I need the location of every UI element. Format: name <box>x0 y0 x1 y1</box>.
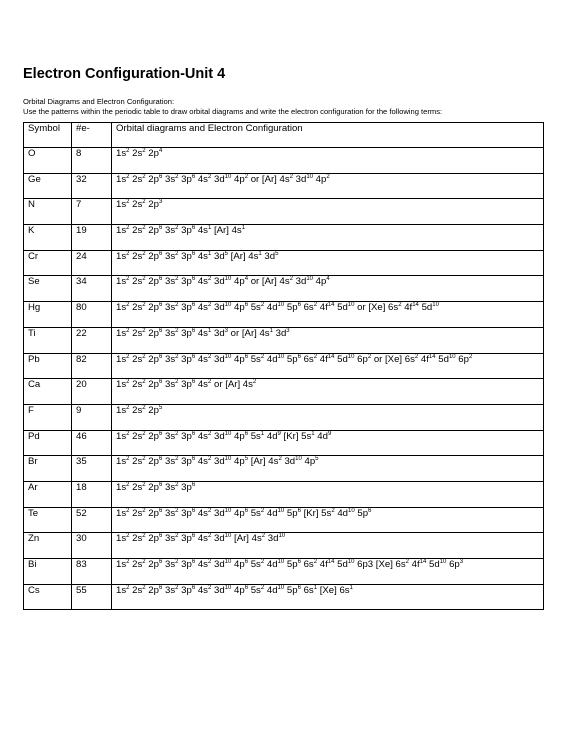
table-row <box>24 584 544 610</box>
electron-configuration: $1s^2$ $2s^2$ $2p^6$ $3s^2$ $3p^6$ $4s^2$ $3d^{10}$ $4p^6$ $5s^2$ $4d^{10}$ $5p^6$ $6s^2$ $4f^{14}$ $5d^{10}$ $6p^2$ or [Xe] $6s^2$ $4f^{14}$ $5d^{10}$ $6p^2$ <box>112 353 544 379</box>
element-symbol: Cr <box>24 250 72 276</box>
header-configuration: Orbital diagrams and Electron Configuration <box>112 123 544 148</box>
element-symbol: Hg <box>24 302 72 328</box>
element-symbol: O <box>24 148 72 174</box>
electron-configuration: $1s^2$ $2s^2$ $2p^6$ $3s^2$ $3p^6$ $4s^2$ $3d^{10}$ $4p^6$ $5s^2$ $4d^{10}$ $5p^6$ $6s^2$ $4f^{14}$ $5d^{10}$ 6p3 [Xe] $6s^2$ $4f^{14}$ $5d^{10}$ $6p^3$ <box>112 559 544 585</box>
element-symbol: Pd <box>24 430 72 456</box>
document-title: Electron Configuration-Unit 4 <box>23 66 226 82</box>
subtitle: Orbital Diagrams and Electron Configuration: <box>23 97 175 106</box>
element-symbol: Pb <box>24 353 72 379</box>
electron-count: 52 <box>72 507 112 533</box>
header-symbol: Symbol <box>24 123 72 148</box>
electron-count: 24 <box>72 250 112 276</box>
electron-count: 30 <box>72 533 112 559</box>
element-symbol: Bi <box>24 559 72 585</box>
electron-configuration: $1s^2$ $2s^2$ $2p^6$ $3s^2$ $3p^6$ $4s^2$ $3d^{10}$ $4p^5$ [Ar] $4s^2$ $3d^{10}$ $4p^5$ <box>112 456 544 482</box>
element-symbol: Br <box>24 456 72 482</box>
electron-count: 32 <box>72 173 112 199</box>
electron-configuration: $1s^2$ $2s^2$ $2p^6$ $3s^2$ $3p^6$ $4s^1$ $3d^3$ or [Ar] $4s^1$ $3d^3$ <box>112 327 544 353</box>
electron-configuration: $1s^2$ $2s^2$ $2p^3$ <box>112 199 544 225</box>
table-row <box>24 559 544 585</box>
electron-count: 19 <box>72 225 112 251</box>
electron-count: 8 <box>72 148 112 174</box>
element-symbol: Se <box>24 276 72 302</box>
element-symbol: Cs <box>24 584 72 610</box>
element-symbol: K <box>24 225 72 251</box>
electron-configuration: $1s^2$ $2s^2$ $2p^6$ $3s^2$ $3p^6$ $4s^2$ $3d^{10}$ $4p^6$ $5s^1$ $4d^9$ [Kr] $5s^1$ $4d^9$ <box>112 430 544 456</box>
element-symbol: Ge <box>24 173 72 199</box>
table-row <box>24 225 544 251</box>
electron-configuration: $1s^2$ $2s^2$ $2p^6$ $3s^2$ $3p^6$ $4s^2$ or [Ar] $4s^2$ <box>112 379 544 405</box>
element-symbol: Zn <box>24 533 72 559</box>
electron-configuration: $1s^2$ $2s^2$ $2p^5$ <box>112 404 544 430</box>
element-symbol: Te <box>24 507 72 533</box>
electron-count: 9 <box>72 404 112 430</box>
electron-configuration: $1s^2$ $2s^2$ $2p^6$ $3s^2$ $3p^6$ $4s^2$ $3d^{10}$ $4p^4$ or [Ar] $4s^2$ $3d^{10}$ $4p^4$ <box>112 276 544 302</box>
table-row <box>24 353 544 379</box>
table-row <box>24 404 544 430</box>
electron-count: 83 <box>72 559 112 585</box>
electron-count: 18 <box>72 481 112 507</box>
electron-count: 7 <box>72 199 112 225</box>
electron-configuration: $1s^2$ $2s^2$ $2p^6$ $3s^2$ $3p^6$ $4s^2$ $3d^{10}$ $4p^6$ $5s^2$ $4d^{10}$ $5p^6$ [Kr] $5s^2$ $4d^{10}$ $5p^6$ <box>112 507 544 533</box>
electron-configuration: $1s^2$ $2s^2$ $2p^6$ $3s^2$ $3p^6$ $4s^2$ $3d^{10}$ [Ar] $4s^2$ $3d^{10}$ <box>112 533 544 559</box>
table-row <box>24 481 544 507</box>
table-body <box>24 148 544 610</box>
electron-count: 35 <box>72 456 112 482</box>
electron-count: 20 <box>72 379 112 405</box>
element-symbol: Ar <box>24 481 72 507</box>
table-header-row <box>24 123 544 148</box>
electron-configuration: $1s^2$ $2s^2$ $2p^6$ $3s^2$ $3p^6$ $4s^2$ $3d^{10}$ $4p^2$ or [Ar] $4s^2$ $3d^{10}$ $4p^2$ <box>112 173 544 199</box>
element-symbol: Ca <box>24 379 72 405</box>
table-row <box>24 327 544 353</box>
table-row <box>24 148 544 174</box>
electron-configuration: $1s^2$ $2s^2$ $2p^6$ $3s^2$ $3p^6$ $4s^1$ $3d^5$ [Ar] $4s^1$ $3d^5$ <box>112 250 544 276</box>
table-row <box>24 302 544 328</box>
electron-config-table <box>23 122 544 610</box>
table-row <box>24 250 544 276</box>
intro-text <box>23 97 442 116</box>
electron-count: 22 <box>72 327 112 353</box>
electron-count: 80 <box>72 302 112 328</box>
electron-configuration: $1s^2$ $2s^2$ $2p^4$ <box>112 148 544 174</box>
header-electrons: #e- <box>72 123 112 148</box>
element-symbol: Ti <box>24 327 72 353</box>
table-row <box>24 430 544 456</box>
electron-count: 55 <box>72 584 112 610</box>
electron-count: 34 <box>72 276 112 302</box>
element-symbol: F <box>24 404 72 430</box>
table-row <box>24 456 544 482</box>
electron-configuration: $1s^2$ $2s^2$ $2p^6$ $3s^2$ $3p^6$ $4s^2$ $3d^{10}$ $4p^6$ $5s^2$ $4d^{10}$ $5p^6$ $6s^2$ $4f^{14}$ $5d^{10}$ or [Xe] $6s^2$ $4f^{14}$ $5d^{10}$ <box>112 302 544 328</box>
element-symbol: N <box>24 199 72 225</box>
table-row <box>24 507 544 533</box>
electron-configuration: $1s^2$ $2s^2$ $2p^6$ $3s^2$ $3p^6$ $4s^2$ $3d^{10}$ $4p^6$ $5s^2$ $4d^{10}$ $5p^6$ $6s^1$ [Xe] $6s^1$ <box>112 584 544 610</box>
electron-count: 82 <box>72 353 112 379</box>
table-row <box>24 379 544 405</box>
table-row <box>24 533 544 559</box>
electron-configuration: $1s^2$ $2s^2$ $2p^6$ $3s^2$ $3p^6$ $4s^1$ [Ar] $4s^1$ <box>112 225 544 251</box>
electron-count: 46 <box>72 430 112 456</box>
electron-configuration: $1s^2$ $2s^2$ $2p^6$ $3s^2$ $3p^6$ <box>112 481 544 507</box>
table-row <box>24 173 544 199</box>
table-row <box>24 276 544 302</box>
table-row <box>24 199 544 225</box>
instructions: Use the patterns within the periodic table to draw orbital diagrams and write the electron configuration for the following terms: <box>23 106 443 116</box>
